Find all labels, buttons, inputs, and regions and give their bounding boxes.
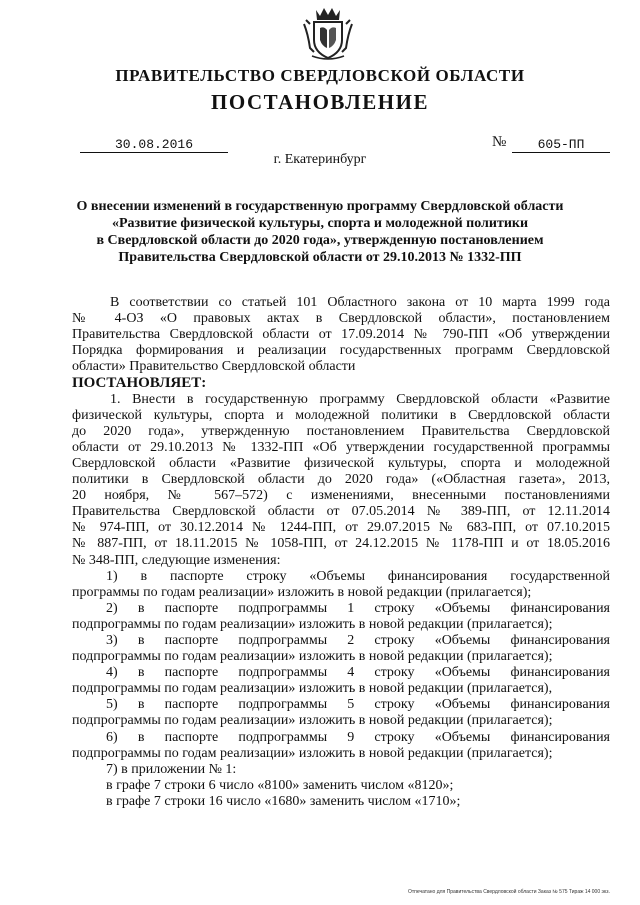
government-name: ПРАВИТЕЛЬСТВО СВЕРДЛОВСКОЙ ОБЛАСТИ (115, 66, 525, 85)
preamble-line: Правительства Свердловской области от 17.09.2014 № 790-ПП «Об утверждении (72, 327, 610, 343)
number-sign: № (492, 134, 507, 150)
item1-line: 1. Внести в государственную программу Свердловской области «Развитие (110, 391, 610, 407)
title-line: Правительства Свердловской области от 29.10.2013 № 1332-ПП (118, 250, 522, 265)
change-line: в графе 7 строки 6 число «8100» заменить числом «8120»; (106, 777, 454, 793)
item1-line: Правительства Свердловской области от 07.05.2014 № 389-ПП, от 12.11.2014 (72, 504, 610, 520)
print-footer: Отпечатано для Правительства Свердловской области Заказ № 575 Тираж 14 000 экз. (408, 889, 610, 895)
item1-line: Свердловской области «Развитие физической культуры, спорта и молодежной (72, 455, 610, 471)
preamble-line: В соответствии со статьей 101 Областного закона от 10 марта 1999 года (110, 295, 610, 310)
decree-number: 605-ПП (512, 137, 610, 153)
coat-of-arms-icon (300, 4, 356, 62)
item1-line: до 2020 года», утвержденную постановлением Правительства Свердловской (72, 423, 610, 439)
preamble-line: № 4-ОЗ «О правовых актах в Свердловской области», постановлением (72, 311, 610, 327)
decree-body (72, 295, 610, 810)
decree-title (60, 198, 580, 266)
subitem-line: подпрограммы по годам реализации» изложить в новой редакции (прилагается), (72, 681, 553, 697)
subitem-line: подпрограммы по годам реализации» изложить в новой редакции (прилагается); (72, 745, 553, 761)
subitem-line: подпрограммы по годам реализации» изложить в новой редакции (прилагается); (72, 649, 553, 665)
item1-line: политики в Свердловской области до 2020 года» («Областная газета», 2013, (72, 472, 610, 488)
title-line: О внесении изменений в государственную программу Свердловской области (76, 199, 564, 214)
title-line: в Свердловской области до 2020 года», утвержденную постановлением (96, 233, 544, 248)
item1-line: физической культуры, спорта и молодежной политики в Свердловской области (72, 407, 610, 423)
preamble-line: области» Правительство Свердловской области (72, 359, 356, 375)
subitem-line: 2) в паспорте подпрограммы 1 строку «Объемы финансирования (106, 600, 610, 616)
document-type: ПОСТАНОВЛЕНИЕ (211, 90, 429, 114)
subitem-line: 5) в паспорте подпрограммы 5 строку «Объемы финансирования (106, 697, 610, 713)
item1-line: 20 ноября, № 567–572) с изменениями, внесенными постановлениями (72, 488, 610, 504)
subitem-line: программы по годам реализации» изложить в новой редакции (прилагается); (72, 584, 532, 600)
decree-date: 30.08.2016 (80, 137, 228, 153)
item1-line: № 887-ПП, от 18.11.2015 № 1058-ПП, от 24.12.2015 № 1178-ПП и от 18.05.2016 (72, 536, 610, 552)
postanovlyaet-heading: ПОСТАНОВЛЯЕТ: (72, 375, 207, 392)
change-line: в графе 7 строки 16 число «1680» заменить числом «1710»; (106, 793, 461, 809)
subitem-line: 3) в паспорте подпрограммы 2 строку «Объемы финансирования (106, 632, 610, 648)
title-line: «Развитие физической культуры, спорта и молодежной политики (111, 216, 529, 231)
subitem-line: подпрограммы по годам реализации» изложить в новой редакции (прилагается); (72, 616, 553, 632)
subitem-line: 1) в паспорте строку «Объемы финансирования государственной (106, 568, 610, 584)
subitem-line: 4) в паспорте подпрограммы 4 строку «Объемы финансирования (106, 665, 610, 681)
city: г. Екатеринбург (273, 152, 367, 167)
preamble-line: Порядка формирования и реализации государственных программ Свердловской (72, 343, 610, 359)
subitem-line: подпрограммы по годам реализации» изложить в новой редакции (прилагается); (72, 713, 553, 729)
item1-line: области от 29.10.2013 № 1332-ПП «Об утверждении государственной программы (72, 439, 610, 455)
item7-line: 7) в приложении № 1: (106, 761, 237, 777)
item1-line: № 974-ПП, от 30.12.2014 № 1244-ПП, от 29.07.2015 № 683-ПП, от 07.10.2015 (72, 520, 610, 536)
subitem-line: 6) в паспорте подпрограммы 9 строку «Объемы финансирования (106, 729, 610, 745)
item1-line: № 348-ПП, следующие изменения: (72, 552, 281, 568)
